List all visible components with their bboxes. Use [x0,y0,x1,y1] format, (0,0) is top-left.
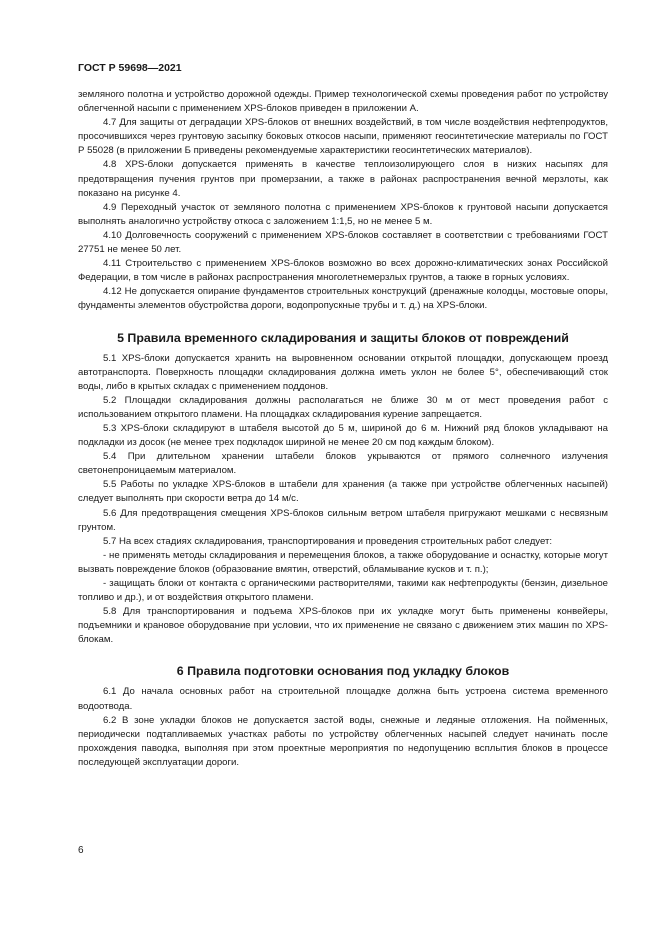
paragraph: земляного полотна и устройство дорожной одежды. Пример технологической схемы проведения работ по устройству облегченной насыпи с применением XPS-блоков приведен в приложении А. [78,89,608,115]
document-body [78,88,608,770]
section-heading: 5 Правила временного складирования и защиты блоков от повреждений [117,330,569,345]
page-number: 6 [78,845,84,856]
paragraph: 4.7 Для защиты от деградации XPS-блоков от внешних воздействий, в том числе воздействия нефтепродуктов, просочившихся через грунтовую засыпку боковых откосов насыпи, применяют геосинтетические материалы по ГОСТ Р 55028 (в приложении Б приведены рекомендуемые характеристики геосинтетических материалов). [78,117,608,157]
paragraph: 4.10 Долговечность сооружений с применением XPS-блоков составляет в соответствии с требованиями ГОСТ 27751 не менее 50 лет. [78,229,608,256]
paragraph: 4.8 XPS-блоки допускается применять в качестве теплоизолирующего слоя в низких насыпях для предотвращения пучения грунтов при промерзании, а также в районах распространения вечной мерзлоты, как показано на рисунке 4. [78,159,608,199]
paragraph: 5.7 На всех стадиях складирования, транспортирования и проведения строительных работ следует: [103,535,553,547]
section-heading: 6 Правила подготовки основания под укладку блоков [176,664,510,679]
paragraph: 6.1 До начала основных работ на строительной площадке должна быть устроена система временного водоотвода. [78,686,608,712]
paragraph: 4.9 Переходный участок от земляного полотна с применением XPS-блоков к грунтовой насыпи допускается выполнять аналогично устройству откоса с заложением 1:1,5, но не менее 5 м. [78,201,608,227]
document-code-header: ГОСТ Р 59698—2021 [78,62,182,74]
paragraph: 5.6 Для предотвращения смещения XPS-блоков сильным ветром штабеля пригружают мешками с несвязным грунтом. [78,507,608,533]
paragraph: 5.8 Для транспортирования и подъема XPS-блоков при их укладке могут быть применены конвейеры, подъемники и крановое оборудование при условии, что их применение не связано с движением этих машин по XPS-блокам. [78,606,608,646]
paragraph: - защищать блоки от контакта с органическими растворителями, такими как нефтепродукты (бензин, дизельное топливо и др.), и от воздействия открытого пламени. [78,578,608,604]
paragraph: 5.3 XPS-блоки складируют в штабеля высотой до 5 м, шириной до 6 м. Нижний ряд блоков укладывают на подкладки из досок (не менее трех подкладок шириной не менее 20 см под каждым блоком). [78,422,608,449]
paragraph: 4.12 Не допускается опирание фундаментов строительных конструкций (дренажные колодцы, мостовые опоры, фундаменты элементов обустройства дороги, водопропускные трубы и т. д.) на XPS-блоки. [78,286,608,312]
paragraph: 5.1 XPS-блоки допускается хранить на выровненном основании открытой площадки, допускающем проезд автотранспорта. Поверхность площадки складирования должна иметь уклон не более 5°, обеспечивающий сток воды, либо в крытых складах с применением поддонов. [78,352,608,392]
paragraph: 5.4 При длительном хранении штабели блоков укрываются от прямого солнечного излучения светонепроницаемым материалом. [78,451,608,477]
paragraph: 5.5 Работы по укладке XPS-блоков в штабели для хранения (а также при устройстве облегченных насыпей) следует выполнять при скорости ветра до 14 м/с. [78,479,608,505]
paragraph: - не применять методы складирования и перемещения блоков, а также оборудование и оснастку, которые могут вызвать повреждение блоков (образование вмятин, отверстий, обламывание кусков и т. п.); [78,549,608,575]
paragraph: 6.2 В зоне укладки блоков не допускается застой воды, снежные и ледяные отложения. На пойменных, периодически подтапливаемых участках работы по устройству облегченных насыпей следует начинать после прохождения паводка, выполняя при этом проектные мероприятия по недопущению всплытия блоков в процессе последующей эксплуатации дороги. [78,714,608,768]
paragraph: 4.11 Строительство с применением XPS-блоков возможно во всех дорожно-климатических зонах Российской Федерации, в том числе в районах распространения многолетнемерзлых грунтов, а также в горных условиях. [78,258,608,284]
paragraph: 5.2 Площадки складирования должны располагаться не ближе 30 м от мест проведения работ с использованием открытого пламени. На площадках складирования курение запрещается. [78,394,608,420]
